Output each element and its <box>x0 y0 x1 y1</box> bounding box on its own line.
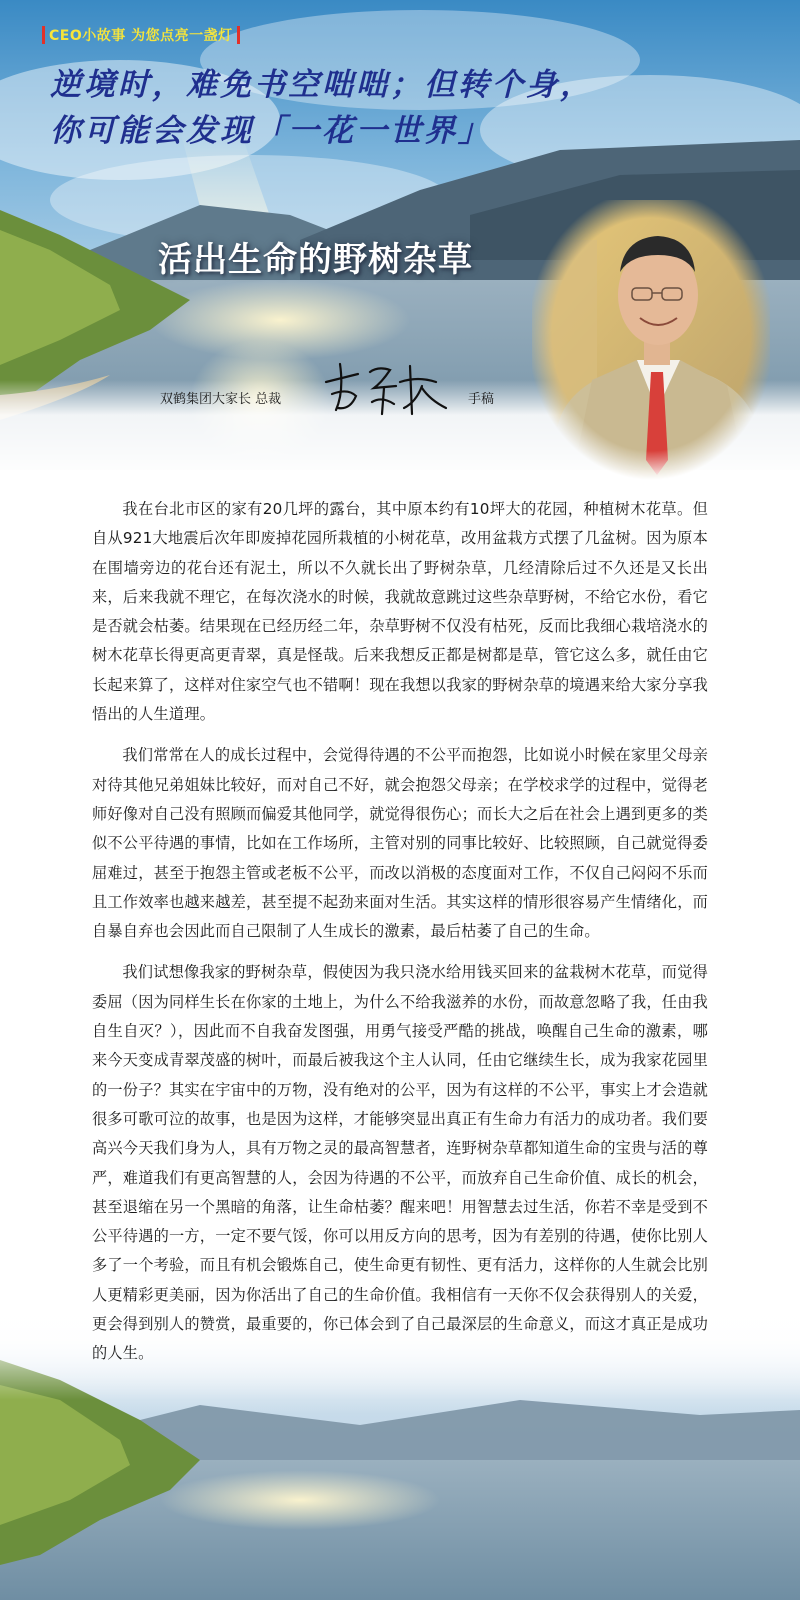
headline-line-2: 你可能会发现「一花一世界」 <box>50 113 492 149</box>
paragraph-2: 我们常常在人的成长过程中，会觉得待遇的不公平而抱怨，比如说小时候在家里父母亲对待其他兄弟姐妹比较好，而对自己不好，就会抱怨父母亲；在学校求学的过程中，觉得老师好像对自己没有照顾而偏爱其他同学，就觉得很伤心；而长大之后在社会上遇到更多的类似不公平待遇的事情，比如在工作场所，主管对别的同事比较好、比较照顾，自己就觉得委屈难过，甚至于抱怨主管或老板不公平，而改以消极的态度面对工作，不仅自己闷闷不乐而且工作效率也越来越差，甚至提不起劲来面对生活。其实这样的情形很容易产生情绪化，而自暴自弃也会因此而自己限制了人生成长的激素，最后枯萎了自己的生命。 <box>92 746 708 941</box>
author-portrait <box>532 200 770 480</box>
signature-image <box>318 352 458 422</box>
paragraph-1: 我在台北市区的家有20几坪的露台，其中原本约有10坪大的花园，种植树木花草。但自从921大地震后次年即废掉花园所栽植的小树花草，改用盆栽方式摆了几盆树。因为原本在围墙旁边的花台还有泥土，所以不久就长出了野树杂草，几经清除后过不久还是又长出来，后来我就不理它，在每次浇水的时候，我就故意跳过这些杂草野树，不给它水份，看它是否就会枯萎。结果现在已经历经二年，杂草野树不仅没有枯死，反而比我细心栽培浇水的树木花草长得更高更青翠，真是怪哉。后来我想反正都是树都是草，管它这么多，就任由它长起来算了，这样对住家空气也不错啊！现在我想以我家的野树杂草的境遇来给大家分享我悟出的人生道理。 <box>92 500 708 724</box>
paragraph-3: 我们试想像我家的野树杂草，假使因为我只浇水给用钱买回来的盆栽树木花草，而觉得委屈（因为同样生长在你家的土地上，为什么不给我滋养的水份，而故意忽略了我，任由我自生自灭？），因此而不自我奋发图强，用勇气接受严酷的挑战，唤醒自己生命的激素，哪来今天变成青翠茂盛的树叶，而最后被我这个主人认同，任由它继续生长，成为我家花园里的一份子？其实在宇宙中的万物，没有绝对的公平，因为有这样的不公平，事实上才会造就很多可歌可泣的故事，也是因为这样，才能够突显出真正有生命力有活力的成功者。我们要高兴今天我们身为人，具有万物之灵的最高智慧者，连野树杂草都知道生命的宝贵与活的尊严，难道我们有更高智慧的人，会因为待遇的不公平，而放弃自己生命价值、成长的机会，甚至退缩在另一个黑暗的角落，让生命枯萎？醒来吧！用智慧去过生活，你若不幸是受到不公平待遇的一方，一定不要气馁，你可以用反方向的思考，因为有差别的待遇，使你比别人多了一个考验，而且有机会锻炼自己，使生命更有韧性、更有活力，这样你的人生就会比别人更精彩更美丽，因为你活出了自己的生命价值。我相信有一天你不仅会获得别人的关爱，更会得到别人的赞赏，最重要的，你已体会到了自己最深层的生命意义，而这才真正是成功的人生。 <box>92 963 708 1363</box>
tag-bar-left <box>42 26 45 44</box>
article-body <box>92 495 708 1381</box>
column-tag-label: CEO小故事 为您点亮一盏灯 <box>49 28 233 44</box>
tag-bar-right <box>237 26 240 44</box>
headline-line-1: 逆境时，难免书空咄咄；但转个身， <box>50 67 594 103</box>
author-role: 双鹤集团大家长 总裁 <box>160 392 282 407</box>
headline <box>50 62 750 154</box>
handwritten-label: 手稿 <box>468 392 495 407</box>
article-title: 活出生命的野树杂草 <box>158 240 473 280</box>
column-tag <box>38 24 244 46</box>
